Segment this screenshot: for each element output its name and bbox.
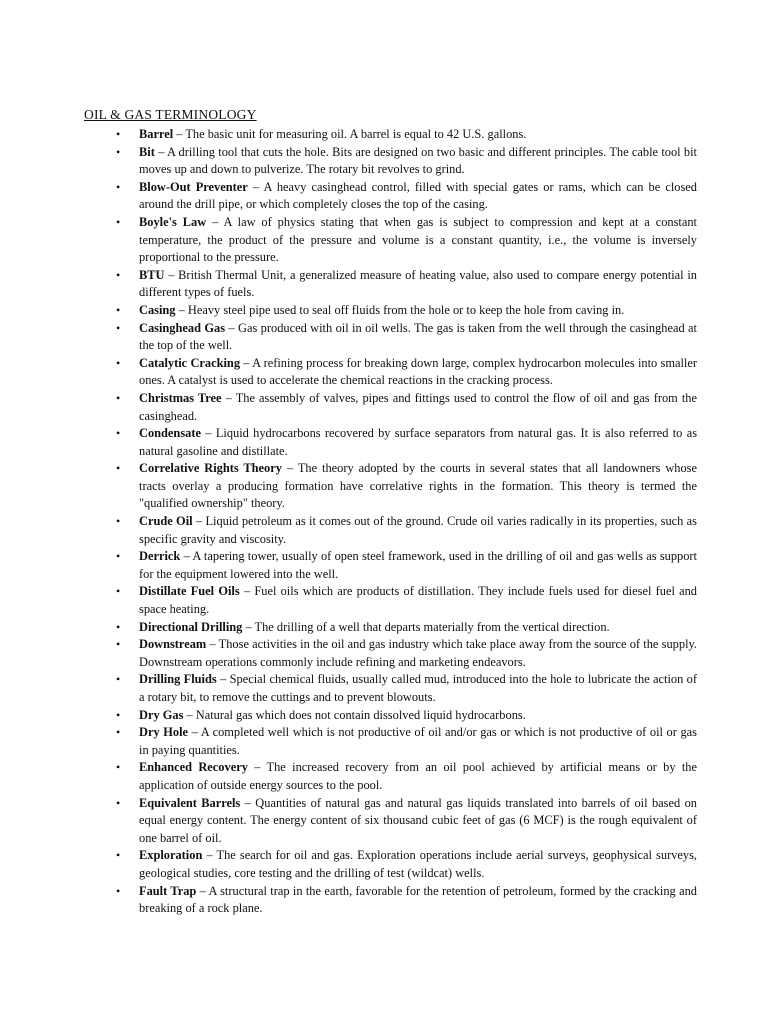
term-separator: – [202,848,217,863]
term-definition: The drilling of a well that departs materially from the vertical direction. [254,619,610,634]
list-item [112,707,697,725]
list-item [112,513,697,548]
bullet-icon: • [116,584,121,599]
term-separator: – [281,461,298,476]
list-item [112,302,697,320]
bullet-icon: • [116,144,121,159]
term-definition: Quantities of natural gas and natural gas liquids translated into barrels of oil based on equal energy content. The energy content of six thousand cubic feet of gas (6 MCF) is the rough equivalent of one barrel of oil. [139,795,697,845]
bullet-icon: • [116,637,121,652]
term-name: Exploration [139,848,203,863]
list-item [112,548,697,583]
term-separator: – [180,549,193,564]
term-name: Crude Oil [139,514,193,529]
term-separator: – [225,320,239,335]
term-separator: – [240,355,253,370]
term-name: Drilling Fluids [139,672,217,687]
bullet-icon: • [116,267,121,282]
term-separator: – [173,127,186,141]
term-definition: The increased recovery from an oil pool achieved by artificial means or by the application of outside energy sources to the pool. [139,760,697,792]
term-definition: The assembly of valves, pipes and fittings used to control the flow of oil and gas from the casinghead. [139,390,698,423]
list-item [112,460,697,513]
term-separator: – [183,707,196,722]
term-separator: – [247,760,267,775]
term-name: Bit [139,144,155,159]
term-definition: Liquid petroleum as it comes out of the ground. Crude oil varies radically in its properties, such as specific gravity and viscosity. [139,514,697,546]
term-name: Casinghead Gas [139,320,226,335]
term-definition: Natural gas which does not contain dissolved liquid hydrocarbons. [195,707,526,722]
term-separator: – [240,795,256,810]
term-definition: A completed well which is not productive of oil and/or gas or which is not productive of oil or gas in paying quantities. [139,725,697,757]
term-separator: – [200,426,216,441]
term-name: Condensate [139,426,201,441]
term-separator: – [216,672,230,687]
list-item [112,320,697,355]
list-item [112,847,697,882]
list-item [112,671,697,706]
term-separator: – [221,390,236,405]
term-name: Dry Gas [139,707,184,722]
bullet-icon: • [116,426,121,441]
term-separator: – [164,267,179,282]
term-name: Christmas Tree [139,390,222,405]
term-name: Distillate Fuel Oils [139,584,240,599]
term-separator: – [154,144,167,159]
bullet-icon: • [116,848,121,863]
bullet-icon: • [116,127,121,141]
list-item [112,390,697,425]
list-item [112,724,697,759]
term-definition: Those activities in the oil and gas industry which take place away from the source of the supply. Downstream operations commonly include refining and marketing endeavors. [139,637,697,669]
document-title: OIL & GAS TERMINOLOGY [84,107,257,122]
bullet-icon: • [116,883,121,898]
term-name: BTU [139,267,165,282]
term-separator: – [206,214,224,229]
bullet-icon: • [116,725,121,740]
term-separator: – [239,584,255,599]
term-definition: Gas produced with oil in oil wells. The gas is taken from the well through the casinghead at the top of the well. [139,320,697,353]
term-separator: – [175,302,188,317]
term-definition: Heavy steel pipe used to seal off fluids from the hole or to keep the hole from caving in. [187,302,625,317]
list-item [112,126,697,144]
term-name: Boyle's Law [139,214,207,229]
term-definition: The basic unit for measuring oil. A barrel is equal to 42 U.S. gallons. [185,127,527,141]
term-separator: – [247,179,264,194]
bullet-icon: • [116,302,121,317]
list-item [112,636,697,671]
term-definition: A refining process for breaking down large, complex hydrocarbon molecules into smaller ones. A catalyst is used to accelerate the chemical reactions in the cracking process. [139,355,697,388]
term-name: Catalytic Cracking [139,355,241,370]
term-name: Dry Hole [139,725,189,740]
bullet-icon: • [116,179,121,194]
list-item [112,583,697,618]
bullet-icon: • [116,461,121,476]
list-item [112,795,697,848]
bullet-icon: • [116,320,121,335]
term-separator: – [206,637,219,652]
term-definition: A structural trap in the earth, favorable for the retention of petroleum, formed by the cracking and breaking of a rock plane. [139,883,697,916]
bullet-icon: • [116,795,121,810]
term-name: Fault Trap [139,883,197,898]
term-definition: A tapering tower, usually of open steel framework, used in the drilling of oil and gas wells as support for the equipment lowered into the well. [139,549,697,581]
term-name: Directional Drilling [139,619,243,634]
term-name: Downstream [139,637,207,652]
term-definition: The search for oil and gas. Exploration operations include aerial surveys, geophysical surveys, geological studies, core testing and the drilling of test (wildcat) wells. [139,848,697,880]
term-definition: Special chemical fluids, usually called mud, introduced into the hole to lubricate the action of a rotary bit, to remove the cuttings and to prevent blowouts. [139,672,697,704]
bullet-icon: • [116,549,121,564]
list-item [112,267,697,302]
term-definition: A law of physics stating that when gas is subject to compression and kept at a constant temperature, the product of the pressure and volume is a constant quantity, i.e., the volume is inversely proportional to the pressure. [139,214,697,265]
list-item [112,883,697,918]
term-name: Equivalent Barrels [139,795,241,810]
term-separator: – [196,883,209,898]
term-definition: A drilling tool that cuts the hole. Bits are designed on two basic and different principles. The cable tool bit moves up and down to pulverize. The rotary bit revolves to grind. [139,144,697,177]
bullet-icon: • [116,672,121,687]
list-item [112,144,697,179]
list-item [112,214,697,267]
bullet-icon: • [116,390,121,405]
term-name: Correlative Rights Theory [139,461,282,476]
bullet-icon: • [116,514,121,529]
term-name: Enhanced Recovery [139,760,248,775]
bullet-icon: • [116,214,121,229]
term-name: Derrick [139,549,181,564]
term-definition: British Thermal Unit, a generalized measure of heating value, also used to compare energy potential in different types of fuels. [139,267,697,300]
term-name: Barrel [139,127,174,141]
bullet-icon: • [116,619,121,634]
bullet-icon: • [116,707,121,722]
list-item [112,619,697,637]
term-name: Blow-Out Preventer [139,179,248,194]
list-item [112,425,697,460]
term-definition: The theory adopted by the courts in several states that all landowners whose tracts overlay a producing formation have correlative rights in the formation. This theory is termed the "qualified ownership" theory. [139,461,698,511]
term-definition: A heavy casinghead control, filled with special gates or rams, which can be closed around the drill pipe, or which completely closes the top of the casing. [139,179,697,212]
term-name: Casing [139,302,176,317]
list-item [112,179,697,214]
term-definition: Liquid hydrocarbons recovered by surface separators from natural gas. It is also referred to as natural gasoline and distillate. [139,426,698,458]
term-definition: Fuel oils which are products of distillation. They include fuels used for diesel fuel and space heating. [139,584,697,617]
bullet-icon: • [116,760,121,775]
terminology-list [112,126,697,918]
list-item [112,355,697,390]
term-separator: – [188,725,201,740]
term-separator: – [192,514,206,529]
term-separator: – [242,619,255,634]
bullet-icon: • [116,355,121,370]
list-item [112,759,697,794]
